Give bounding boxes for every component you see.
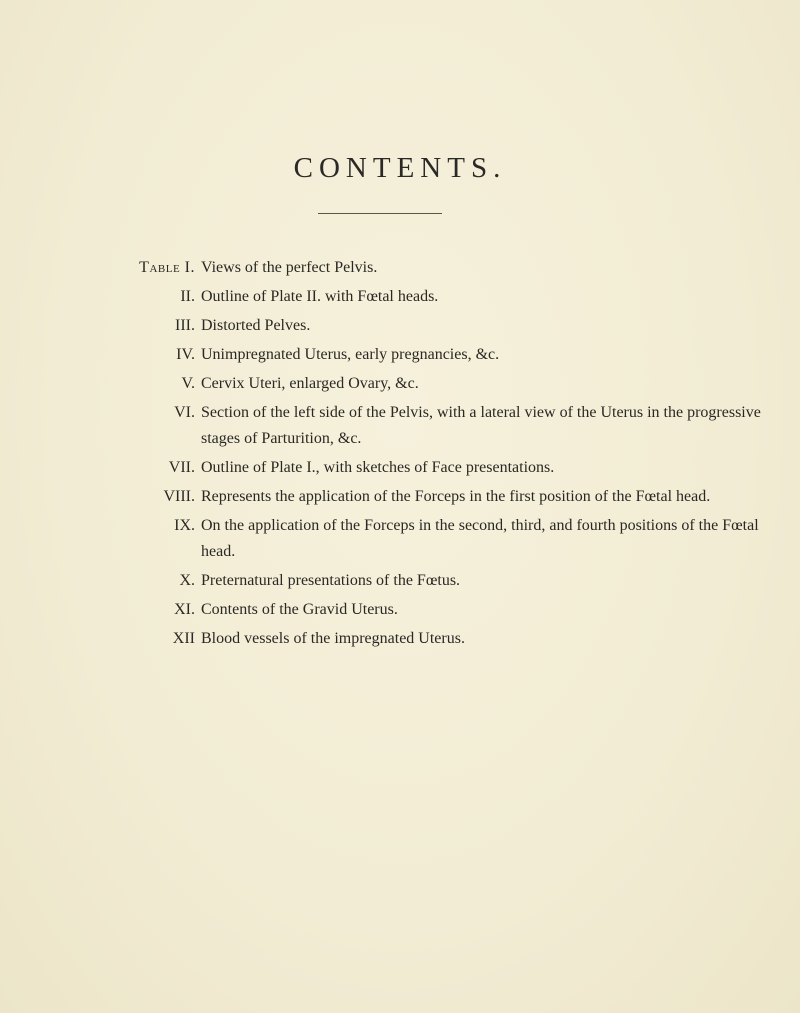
entry-text: Preternatural presentations of the Fœtus. [201, 572, 461, 589]
entry-text: Unimpregnated Uterus, early pregnancies, &c. [201, 346, 500, 363]
entry-number: IX. [174, 517, 195, 534]
entry-number: XI. [174, 601, 195, 618]
entry-number: III. [175, 317, 195, 334]
entry-number: VIII. [163, 488, 195, 505]
entry-number: VI. [174, 404, 195, 421]
contents-entry [0, 284, 800, 310]
entry-text: Section of the left side of the Pelvis, with a lateral view of the Uterus in the progressive stages of Parturition, &c. [201, 404, 761, 447]
entry-text: Represents the application of the Forceps in the first position of the Fœtal head. [201, 488, 711, 505]
contents-entry [0, 400, 800, 452]
contents-entry [0, 513, 800, 565]
entry-number: IV. [176, 346, 195, 363]
title-rule [318, 213, 442, 214]
contents-entry [0, 597, 800, 623]
entry-number: II. [180, 288, 195, 305]
contents-entry [0, 484, 800, 510]
entry-number: X. [179, 572, 195, 589]
contents-entry [0, 371, 800, 397]
entry-number: VII. [168, 459, 195, 476]
page-title: CONTENTS. [293, 152, 507, 184]
entry-number: XII [172, 630, 195, 647]
entry-number: V. [181, 375, 195, 392]
contents-entry [0, 568, 800, 594]
entry-text: Distorted Pelves. [201, 317, 311, 334]
entry-text: Cervix Uteri, enlarged Ovary, &c. [201, 375, 419, 392]
contents-entry [0, 455, 800, 481]
entry-text: Outline of Plate I., with sketches of Face presentations. [201, 459, 555, 476]
contents-entry [0, 626, 800, 652]
table-label: Table [139, 259, 181, 276]
contents-list [0, 255, 800, 655]
entry-number: I. [184, 259, 195, 276]
contents-entry [0, 342, 800, 368]
entry-text: On the application of the Forceps in the second, third, and fourth positions of the Fœtal head. [201, 517, 759, 560]
entry-text: Outline of Plate II. with Fœtal heads. [201, 288, 439, 305]
entry-text: Contents of the Gravid Uterus. [201, 601, 398, 618]
entry-text: Views of the perfect Pelvis. [201, 259, 378, 276]
contents-entry [0, 313, 800, 339]
contents-entry [0, 255, 800, 281]
entry-text: Blood vessels of the impregnated Uterus. [201, 630, 465, 647]
